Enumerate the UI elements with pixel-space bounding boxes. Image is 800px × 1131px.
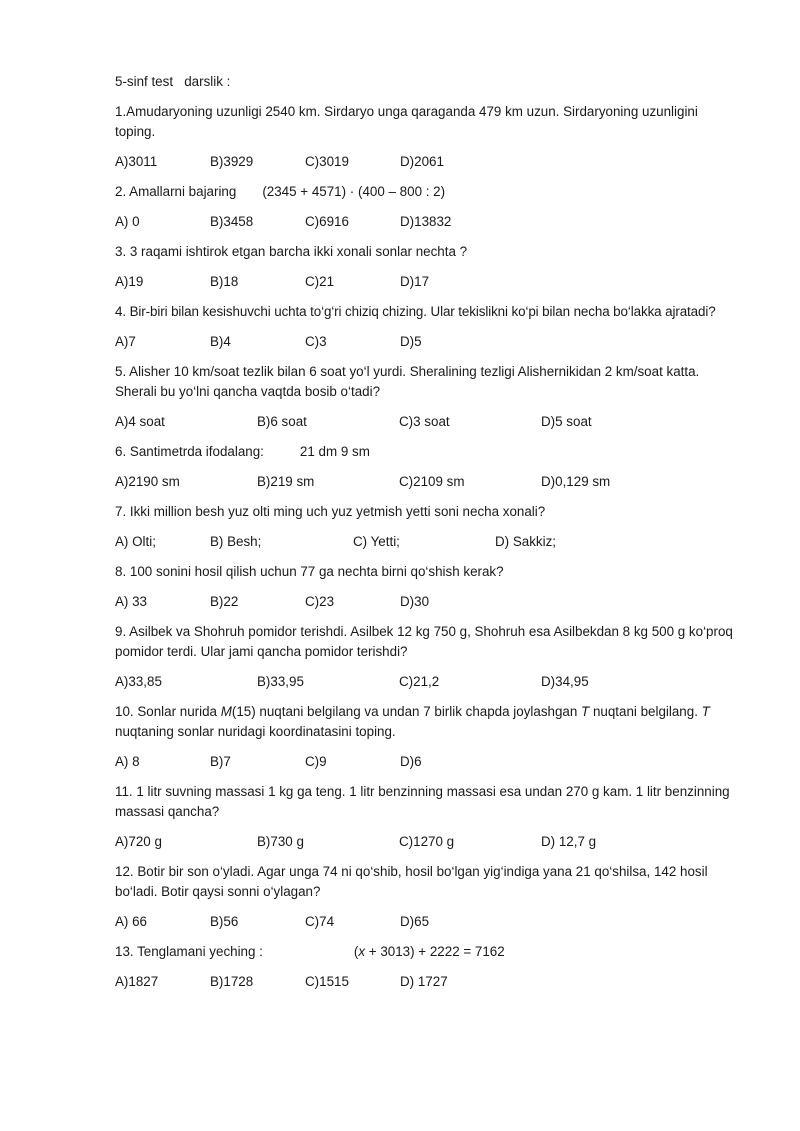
question-11: 11. 1 litr suvning massasi 1 kg ga teng. 1 litr benzinning massasi esa undan 270 g kam. 1 litr benzinning massasi qancha? [115,784,730,819]
option-b: B)56 [210,914,239,929]
answers-12 [115,912,740,932]
answers-13 [115,972,740,992]
question-text: 2. Amallarni bajaring [115,184,237,199]
equation-part: ( [353,944,359,959]
option-b: B)6 soat [257,414,307,429]
option-c: C)9 [305,754,327,769]
option-c: C)6916 [305,214,349,229]
option-c: C)1515 [305,974,349,989]
option-c: C)3019 [305,154,349,169]
variable-x: x [358,944,366,959]
option-c: C)2109 sm [399,474,465,489]
question-7: 7. Ikki million besh yuz olti ming uch yuz yetmish yetti soni necha xonali? [115,504,546,519]
option-d: D)6 [400,754,422,769]
document-header: 5-sinf test darslik : [115,74,231,89]
answers-5 [115,412,740,432]
question-5: 5. Alisher 10 km/soat tezlik bilan 6 soat yo‘l yurdi. Sheralining tezligi Alishernikidan 2 km/soat katta. Sherali bu yo‘lni qancha vaqtda bosib o‘tadi? [115,364,700,399]
option-a: A)720 g [115,834,162,849]
question-4: 4. Bir-biri bilan kesishuvchi uchta to‘g‘ri chiziq chizing. Ular tekislikni ko‘pi bilan necha bo‘lakka ajratadi? [115,304,716,319]
option-d: D) Sakkiz; [495,534,557,549]
question-12: 12. Botir bir son o‘yladi. Agar unga 74 ni qo‘shib, hosil bo‘lgan yig‘indiga yana 21 qo‘shilsa, 142 hosil bo‘ladi. Botir qaysi sonni o‘ylagan? [115,864,708,899]
option-b: B)4 [210,334,231,349]
option-b: B)1728 [210,974,254,989]
option-a: A) 33 [115,594,148,609]
option-b: B)7 [210,754,231,769]
point-label-m: M [220,704,232,719]
option-d: D)5 soat [541,414,592,429]
answers-8 [115,592,740,612]
option-a: A) 0 [115,214,140,229]
answers-6 [115,472,740,492]
option-a: A)7 [115,334,136,349]
option-d: D)0,129 sm [541,474,611,489]
question-6 [115,442,740,462]
question-text: 13. Tenglamani yeching : [115,944,263,959]
option-b: B) Besh; [210,534,262,549]
equation [354,944,505,959]
question-9: 9. Asilbek va Shohruh pomidor terishdi. Asilbek 12 kg 750 g, Shohruh esa Asilbekdan 8 kg 500 g ko‘proq pomidor terdi. Ular jami qancha pomidor terishdi? [115,624,733,659]
option-b: B)3929 [210,154,254,169]
answers-9 [115,672,740,692]
answers-7 [115,532,740,552]
option-b: B)730 g [257,834,304,849]
point-label-t: T [581,704,590,719]
question-text-part: 10. Sonlar nurida [115,704,221,719]
option-a: A) Olti; [115,534,156,549]
option-d: D)5 [400,334,422,349]
answers-3 [115,272,740,292]
option-d: D)2061 [400,154,444,169]
question-1: 1.Amudaryoning uzunligi 2540 km. Sirdaryo unga qaraganda 479 km uzun. Sirdaryoning uzunligini toping. [115,104,698,139]
option-d: D)17 [400,274,430,289]
option-a: A)33,85 [115,674,162,689]
question-text-part: nuqtaning sonlar nuridagi koordinatasini toping. [115,724,396,739]
option-d: D)30 [400,594,430,609]
option-a: A) 66 [115,914,148,929]
option-a: A)4 soat [115,414,165,429]
option-c: C)21 [305,274,335,289]
answers-11 [115,832,740,852]
option-a: A)19 [115,274,144,289]
option-b: B)18 [210,274,239,289]
point-label-t: T [701,704,710,719]
option-a: A)2190 sm [115,474,180,489]
equation-part: + 3013) + 2222 = 7162 [365,944,505,959]
answers-2 [115,212,740,232]
question-13 [115,942,740,962]
option-b: B)219 sm [257,474,315,489]
option-d: D) 1727 [400,974,448,989]
option-b: B)33,95 [257,674,304,689]
option-c: C)74 [305,914,335,929]
option-c: C)3 soat [399,414,450,429]
option-c: C)21,2 [399,674,440,689]
option-c: C)23 [305,594,335,609]
option-b: B)22 [210,594,239,609]
question-2 [115,182,740,202]
answers-4 [115,332,740,352]
option-d: D)34,95 [541,674,589,689]
test-document [115,72,740,1002]
option-c: C) Yetti; [353,534,400,549]
question-3: 3. 3 raqami ishtirok etgan barcha ikki xonali sonlar nechta ? [115,244,468,259]
expression: (2345 + 4571) · (400 – 800 : 2) [262,184,446,199]
option-a: A)1827 [115,974,159,989]
answers-10 [115,752,740,772]
option-d: D)13832 [400,214,452,229]
option-b: B)3458 [210,214,254,229]
option-d: D) 12,7 g [541,834,597,849]
option-d: D)65 [400,914,430,929]
question-10 [115,702,740,742]
question-text-part: (15) nuqtani belgilang va undan 7 birlik chapda joylashgan [231,704,582,719]
question-text: 6. Santimetrda ifodalang: [115,444,264,459]
question-8: 8. 100 sonini hosil qilish uchun 77 ga nechta birni qo‘shish kerak? [115,564,504,579]
option-a: A)3011 [115,154,158,169]
option-c: C)3 [305,334,327,349]
answers-1 [115,152,740,172]
expression: 21 dm 9 sm [299,444,370,459]
option-a: A) 8 [115,754,140,769]
question-text-part: nuqtani belgilang. [589,704,702,719]
option-c: C)1270 g [399,834,455,849]
